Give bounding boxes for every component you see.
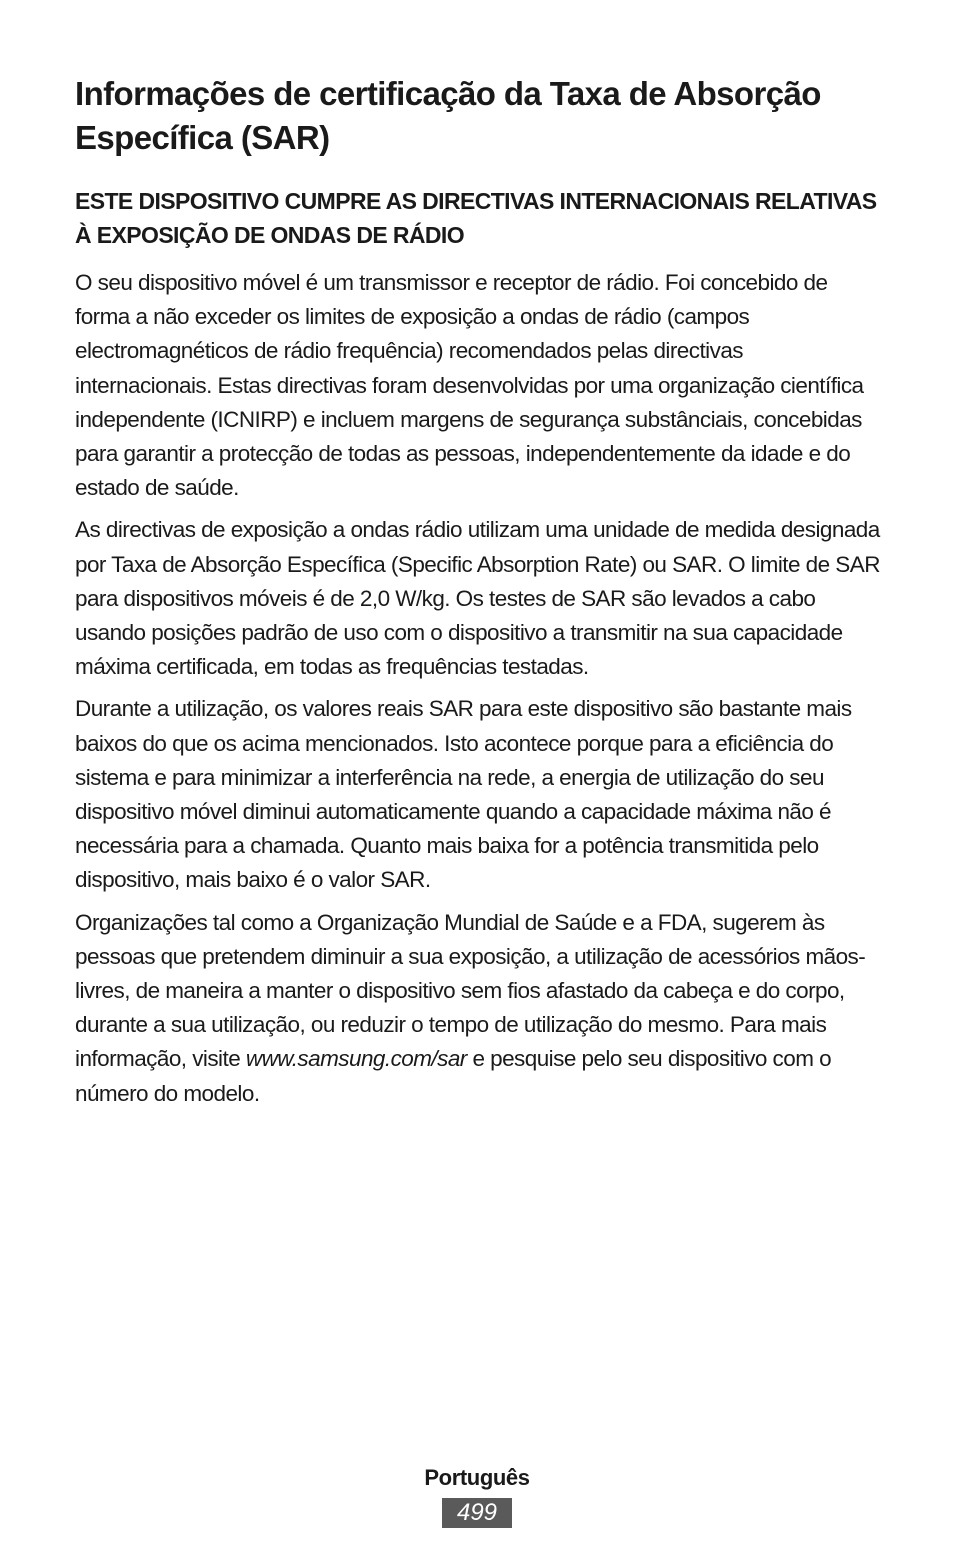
paragraph-4 — [75, 906, 885, 1111]
page-title: Informações de certificação da Taxa de Absorção Específica (SAR) — [75, 75, 821, 156]
paragraph-1: O seu dispositivo móvel é um transmissor e receptor de rádio. Foi concebido de forma a não exceder os limites de exposição a ondas de rádio (campos electromagnéticos de rádio frequência) recomendados pelas directivas internacionais. Estas directivas foram desenvolvidas por uma organização científica independente (ICNIRP) e incluem margens de segurança substânciais, concebidas para garantir a protecção de todas as pessoas, independentemente da idade e do estado de saúde. — [75, 270, 864, 501]
paragraph-2: As directivas de exposição a ondas rádio utilizam uma unidade de medida designada por Taxa de Absorção Específica (Specific Absorption Rate) ou SAR. O limite de SAR para dispositivos móveis é de 2,0 W/kg. Os testes de SAR são levados a cabo usando posições padrão de uso com o dispositivo a transmitir na sua capacidade máxima certificada, em todas as frequências testadas. — [75, 517, 880, 680]
section-subheading: ESTE DISPOSITIVO CUMPRE AS DIRECTIVAS INTERNACIONAIS RELATIVAS À EXPOSIÇÃO DE ONDAS DE RÁDIO — [75, 188, 877, 248]
samsung-sar-url: www.samsung.com/sar — [245, 1046, 467, 1072]
document-body — [75, 72, 885, 1119]
paragraph-3: Durante a utilização, os valores reais SAR para este dispositivo são bastante mais baixos do que os acima mencionados. Isto acontece porque para a eficiência do sistema e para minimizar a interferência na rede, a energia de utilização do seu dispositivo móvel diminui automaticamente quando a capacidade máxima não é necessária para a chamada. Quanto mais baixa for a potência transmitida pelo dispositivo, mais baixo é o valor SAR. — [75, 696, 852, 893]
paragraph-4-text-before: Organizações tal como a Organização Mundial de Saúde e a FDA, sugerem às pessoas que pretendem diminuir a sua exposição, a utilização de acessórios mãos-livres, de maneira a manter o dispositivo sem fios afastado da cabeça e do corpo, durante a sua utilização, ou reduzir o tempo de utilização do mesmo. Para mais informação, visite — [75, 909, 866, 1072]
page-footer — [0, 1462, 954, 1528]
footer-language: Português — [424, 1465, 530, 1490]
page-number: 499 — [442, 1498, 512, 1528]
paragraph-4-text-after: e pesquise pelo seu dispositivo com o número do modelo. — [75, 1046, 832, 1106]
